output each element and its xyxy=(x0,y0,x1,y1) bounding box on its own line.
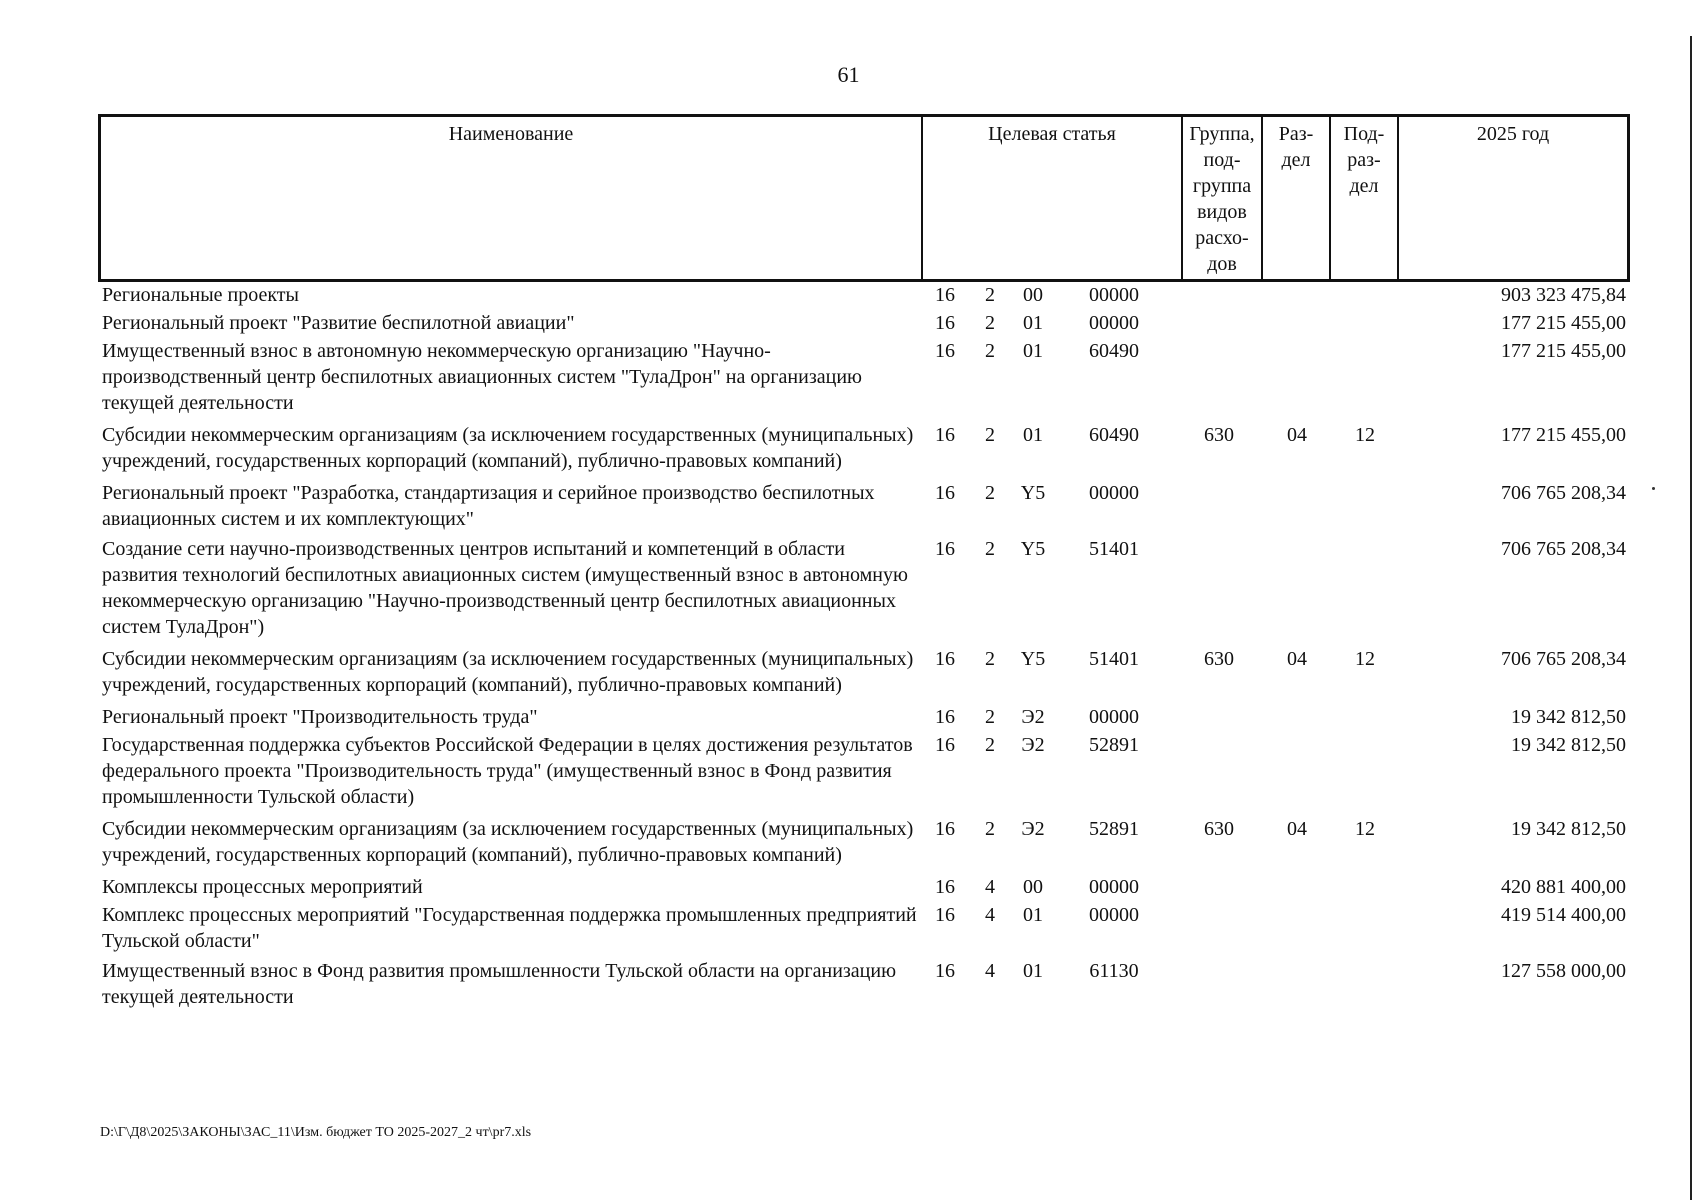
row-target-program: 16 xyxy=(935,904,955,926)
row-amount: 419 514 400,00 xyxy=(1501,904,1626,926)
header-line: дел xyxy=(1349,175,1379,197)
row-expense-group: 630 xyxy=(1204,818,1234,840)
row-target-program: 16 xyxy=(935,340,955,362)
header-line: дел xyxy=(1281,149,1311,171)
row-target-program: 16 xyxy=(935,648,955,670)
row-amount: 127 558 000,00 xyxy=(1501,960,1626,982)
table-row xyxy=(102,902,1630,954)
row-subsection: 12 xyxy=(1355,818,1375,840)
row-target-direction: 00000 xyxy=(1089,904,1139,926)
row-target-subprogram: 2 xyxy=(985,424,995,446)
table-row xyxy=(102,704,1630,730)
row-target-project: Э2 xyxy=(1021,818,1045,840)
row-target-project: 00 xyxy=(1023,284,1043,306)
header-line: Раз- xyxy=(1278,123,1314,145)
table-row xyxy=(102,338,1630,416)
row-target-direction: 61130 xyxy=(1089,960,1139,982)
scan-speck xyxy=(1652,487,1655,490)
row-target-program: 16 xyxy=(935,960,955,982)
row-amount: 706 765 208,34 xyxy=(1501,538,1626,560)
header-year: 2025 год xyxy=(1476,123,1550,145)
row-name: Имущественный взнос в автономную некоммерческую организацию "Научно-производственный центр беспилотных авиационных систем "ТулаДрон" на организацию текущей деятельности xyxy=(102,340,862,414)
header-line: дов xyxy=(1207,253,1237,275)
header-line: расхо- xyxy=(1195,227,1249,249)
row-target-project: Y5 xyxy=(1020,648,1046,670)
row-target-direction: 51401 xyxy=(1089,538,1139,560)
header-target-article: Целевая статья xyxy=(988,123,1116,145)
file-path-footer: D:\Г\Д8\2025\ЗАКОНЫ\ЗАС_11\Изм. бюджет ТО 2025-2027_2 чт\pr7.xls xyxy=(100,1125,532,1140)
row-section: 04 xyxy=(1287,424,1307,446)
row-amount: 420 881 400,00 xyxy=(1501,876,1626,898)
row-target-subprogram: 2 xyxy=(985,284,995,306)
table-row xyxy=(102,480,1630,532)
header-subsection xyxy=(1331,117,1397,279)
row-target-project: 01 xyxy=(1023,904,1043,926)
row-name: Субсидии некоммерческим организациям (за исключением государственных (муниципальных) учреждений, государственных корпораций (компаний), публично-правовых компаний) xyxy=(102,648,914,696)
row-target-program: 16 xyxy=(935,706,955,728)
header-line: Группа, xyxy=(1189,123,1255,145)
row-target-subprogram: 2 xyxy=(985,818,995,840)
row-subsection: 12 xyxy=(1355,424,1375,446)
row-amount: 19 342 812,50 xyxy=(1511,734,1626,756)
row-target-direction: 00000 xyxy=(1089,706,1139,728)
row-target-subprogram: 2 xyxy=(985,648,995,670)
row-expense-group: 630 xyxy=(1204,648,1234,670)
row-target-project: 01 xyxy=(1023,312,1043,334)
header-section xyxy=(1263,117,1329,279)
row-section: 04 xyxy=(1287,818,1307,840)
row-name: Региональный проект "Развитие беспилотной авиации" xyxy=(102,312,575,334)
table-row xyxy=(102,874,1630,900)
row-target-subprogram: 4 xyxy=(985,904,995,926)
row-target-project: Y5 xyxy=(1020,538,1046,560)
table-body xyxy=(102,282,1630,1010)
row-target-subprogram: 2 xyxy=(985,734,995,756)
header-line: Под- xyxy=(1343,123,1385,145)
row-amount: 706 765 208,34 xyxy=(1501,482,1626,504)
row-target-project: 01 xyxy=(1023,960,1043,982)
row-name: Субсидии некоммерческим организациям (за исключением государственных (муниципальных) учреждений, государственных корпораций (компаний), публично-правовых компаний) xyxy=(102,818,914,866)
row-target-project: Y5 xyxy=(1020,482,1046,504)
page-edge-line xyxy=(1690,36,1692,1200)
row-target-project: 01 xyxy=(1023,340,1043,362)
row-name: Региональный проект "Разработка, стандартизация и серийное производство беспилотных авиационных систем и их комплектующих" xyxy=(102,482,875,530)
row-amount: 177 215 455,00 xyxy=(1501,340,1626,362)
row-name: Региональные проекты xyxy=(102,284,299,306)
row-target-program: 16 xyxy=(935,424,955,446)
row-target-project: 00 xyxy=(1023,876,1043,898)
row-subsection: 12 xyxy=(1355,648,1375,670)
row-target-project: 01 xyxy=(1023,424,1043,446)
row-target-program: 16 xyxy=(935,818,955,840)
row-target-program: 16 xyxy=(935,284,955,306)
row-target-direction: 51401 xyxy=(1089,648,1139,670)
table-row xyxy=(102,646,1630,698)
header-name: Наименование xyxy=(448,123,574,145)
row-name: Комплекс процессных мероприятий "Государственная поддержка промышленных предприятий Тульской области" xyxy=(102,904,917,952)
row-name: Государственная поддержка субъектов Российской Федерации в целях достижения результатов федерального проекта "Производительность труда" (имущественный взнос в Фонд развития промышленности Тульской области) xyxy=(102,734,913,808)
page-number: 61 xyxy=(837,62,860,87)
row-name: Региональный проект "Производительность труда" xyxy=(102,706,538,728)
header-line: под- xyxy=(1203,149,1241,171)
row-section: 04 xyxy=(1287,648,1307,670)
row-target-subprogram: 2 xyxy=(985,482,995,504)
row-target-direction: 00000 xyxy=(1089,876,1139,898)
row-target-subprogram: 2 xyxy=(985,340,995,362)
table-row xyxy=(102,958,1630,1010)
row-amount: 706 765 208,34 xyxy=(1501,648,1626,670)
table-row xyxy=(102,816,1630,868)
row-target-project: Э2 xyxy=(1021,734,1045,756)
row-target-program: 16 xyxy=(935,538,955,560)
row-amount: 903 323 475,84 xyxy=(1501,284,1626,306)
row-target-program: 16 xyxy=(935,312,955,334)
row-amount: 19 342 812,50 xyxy=(1511,818,1626,840)
header-line: видов xyxy=(1197,201,1247,223)
row-expense-group: 630 xyxy=(1204,424,1234,446)
row-name: Имущественный взнос в Фонд развития промышленности Тульской области на организацию текущей деятельности xyxy=(102,960,897,1008)
row-target-direction: 00000 xyxy=(1089,312,1139,334)
row-target-project: Э2 xyxy=(1021,706,1045,728)
row-target-direction: 00000 xyxy=(1089,482,1139,504)
row-target-subprogram: 2 xyxy=(985,312,995,334)
row-name: Субсидии некоммерческим организациям (за исключением государственных (муниципальных) учреждений, государственных корпораций (компаний), публично-правовых компаний) xyxy=(102,424,914,472)
row-target-subprogram: 4 xyxy=(985,876,995,898)
row-target-program: 16 xyxy=(935,482,955,504)
row-name: Комплексы процессных мероприятий xyxy=(102,876,423,898)
row-amount: 177 215 455,00 xyxy=(1501,424,1626,446)
row-target-subprogram: 4 xyxy=(985,960,995,982)
row-name: Создание сети научно-производственных центров испытаний и компетенций в области развития технологий беспилотных авиационных систем (имущественный взнос в автономную некоммерческую организацию "Научно-производственный центр беспилотных авиационных систем ТулаДрон") xyxy=(102,538,908,638)
row-amount: 19 342 812,50 xyxy=(1511,706,1626,728)
header-line: раз- xyxy=(1347,149,1381,171)
row-target-program: 16 xyxy=(935,734,955,756)
table-row xyxy=(102,310,1630,336)
table-row xyxy=(102,282,1630,308)
row-target-direction: 52891 xyxy=(1089,818,1139,840)
table-row xyxy=(102,732,1630,810)
row-target-subprogram: 2 xyxy=(985,706,995,728)
header-expense-group xyxy=(1183,117,1261,279)
header-line: группа xyxy=(1192,175,1252,197)
row-target-direction: 60490 xyxy=(1089,424,1139,446)
row-target-direction: 52891 xyxy=(1089,734,1139,756)
table-header xyxy=(98,114,1630,282)
table-row xyxy=(102,422,1630,474)
row-amount: 177 215 455,00 xyxy=(1501,312,1626,334)
row-target-subprogram: 2 xyxy=(985,538,995,560)
table-row xyxy=(102,536,1630,640)
row-target-direction: 00000 xyxy=(1089,284,1139,306)
row-target-direction: 60490 xyxy=(1089,340,1139,362)
row-target-program: 16 xyxy=(935,876,955,898)
